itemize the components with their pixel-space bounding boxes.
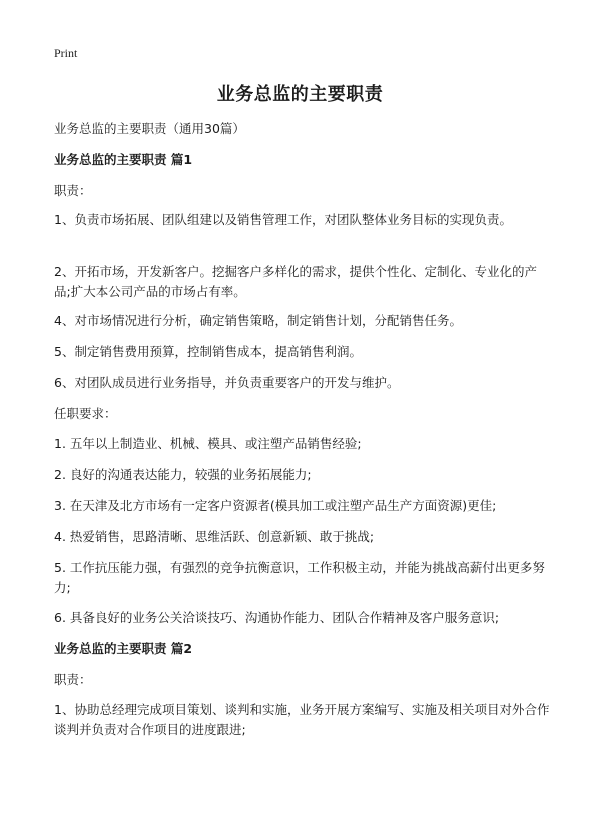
requirement-item: 4. 热爱销售，思路清晰、思维活跃、创意新颖、敢于挑战; [54,529,375,544]
document-title: 业务总监的主要职责 [216,84,384,105]
duty-item: 5、制定销售费用预算，控制销售成本，提高销售利润。 [54,344,362,359]
requirements-label-1: 任职要求： [54,406,117,421]
requirement-item: 2. 良好的沟通表达能力，较强的业务拓展能力; [54,467,312,482]
print-label: Print [54,46,78,60]
duties-label-1: 职责： [54,183,92,198]
duty-item: 1、协助总经理完成项目策划、谈判和实施，业务开展方案编写、实施及相关项目对外合作谈判并负责对合作项目的进度跟进; [54,702,550,737]
requirement-item: 5. 工作抗压能力强，有强烈的竞争抗衡意识，工作积极主动，并能为挑战高薪付出更多努力; [54,560,545,595]
section-heading-1: 业务总监的主要职责 篇1 [54,152,193,167]
section-heading-2: 业务总监的主要职责 篇2 [54,641,193,656]
duties-label-2: 职责： [54,672,92,687]
requirement-item: 3. 在天津及北方市场有一定客户资源者(模具加工或注塑产品生产方面资源)更佳; [54,498,497,513]
duty-item: 6、对团队成员进行业务指导，并负责重要客户的开发与维护。 [54,375,400,390]
duty-item: 4、对市场情况进行分析，确定销售策略，制定销售计划，分配销售任务。 [54,313,462,328]
requirement-item: 1. 五年以上制造业、机械、模具、或注塑产品销售经验; [54,436,362,451]
document-subtitle: 业务总监的主要职责（通用30篇） [54,121,245,136]
duty-item: 2、开拓市场，开发新客户。挖掘客户多样化的需求，提供个性化、定制化、专业化的产品;扩大本公司产品的市场占有率。 [54,264,537,299]
duty-item: 1、负责市场拓展、团队组建以及销售管理工作，对团队整体业务目标的实现负责。 [54,212,512,227]
requirement-item: 6. 具备良好的业务公关洽谈技巧、沟通协作能力、团队合作精神及客户服务意识; [54,610,500,625]
